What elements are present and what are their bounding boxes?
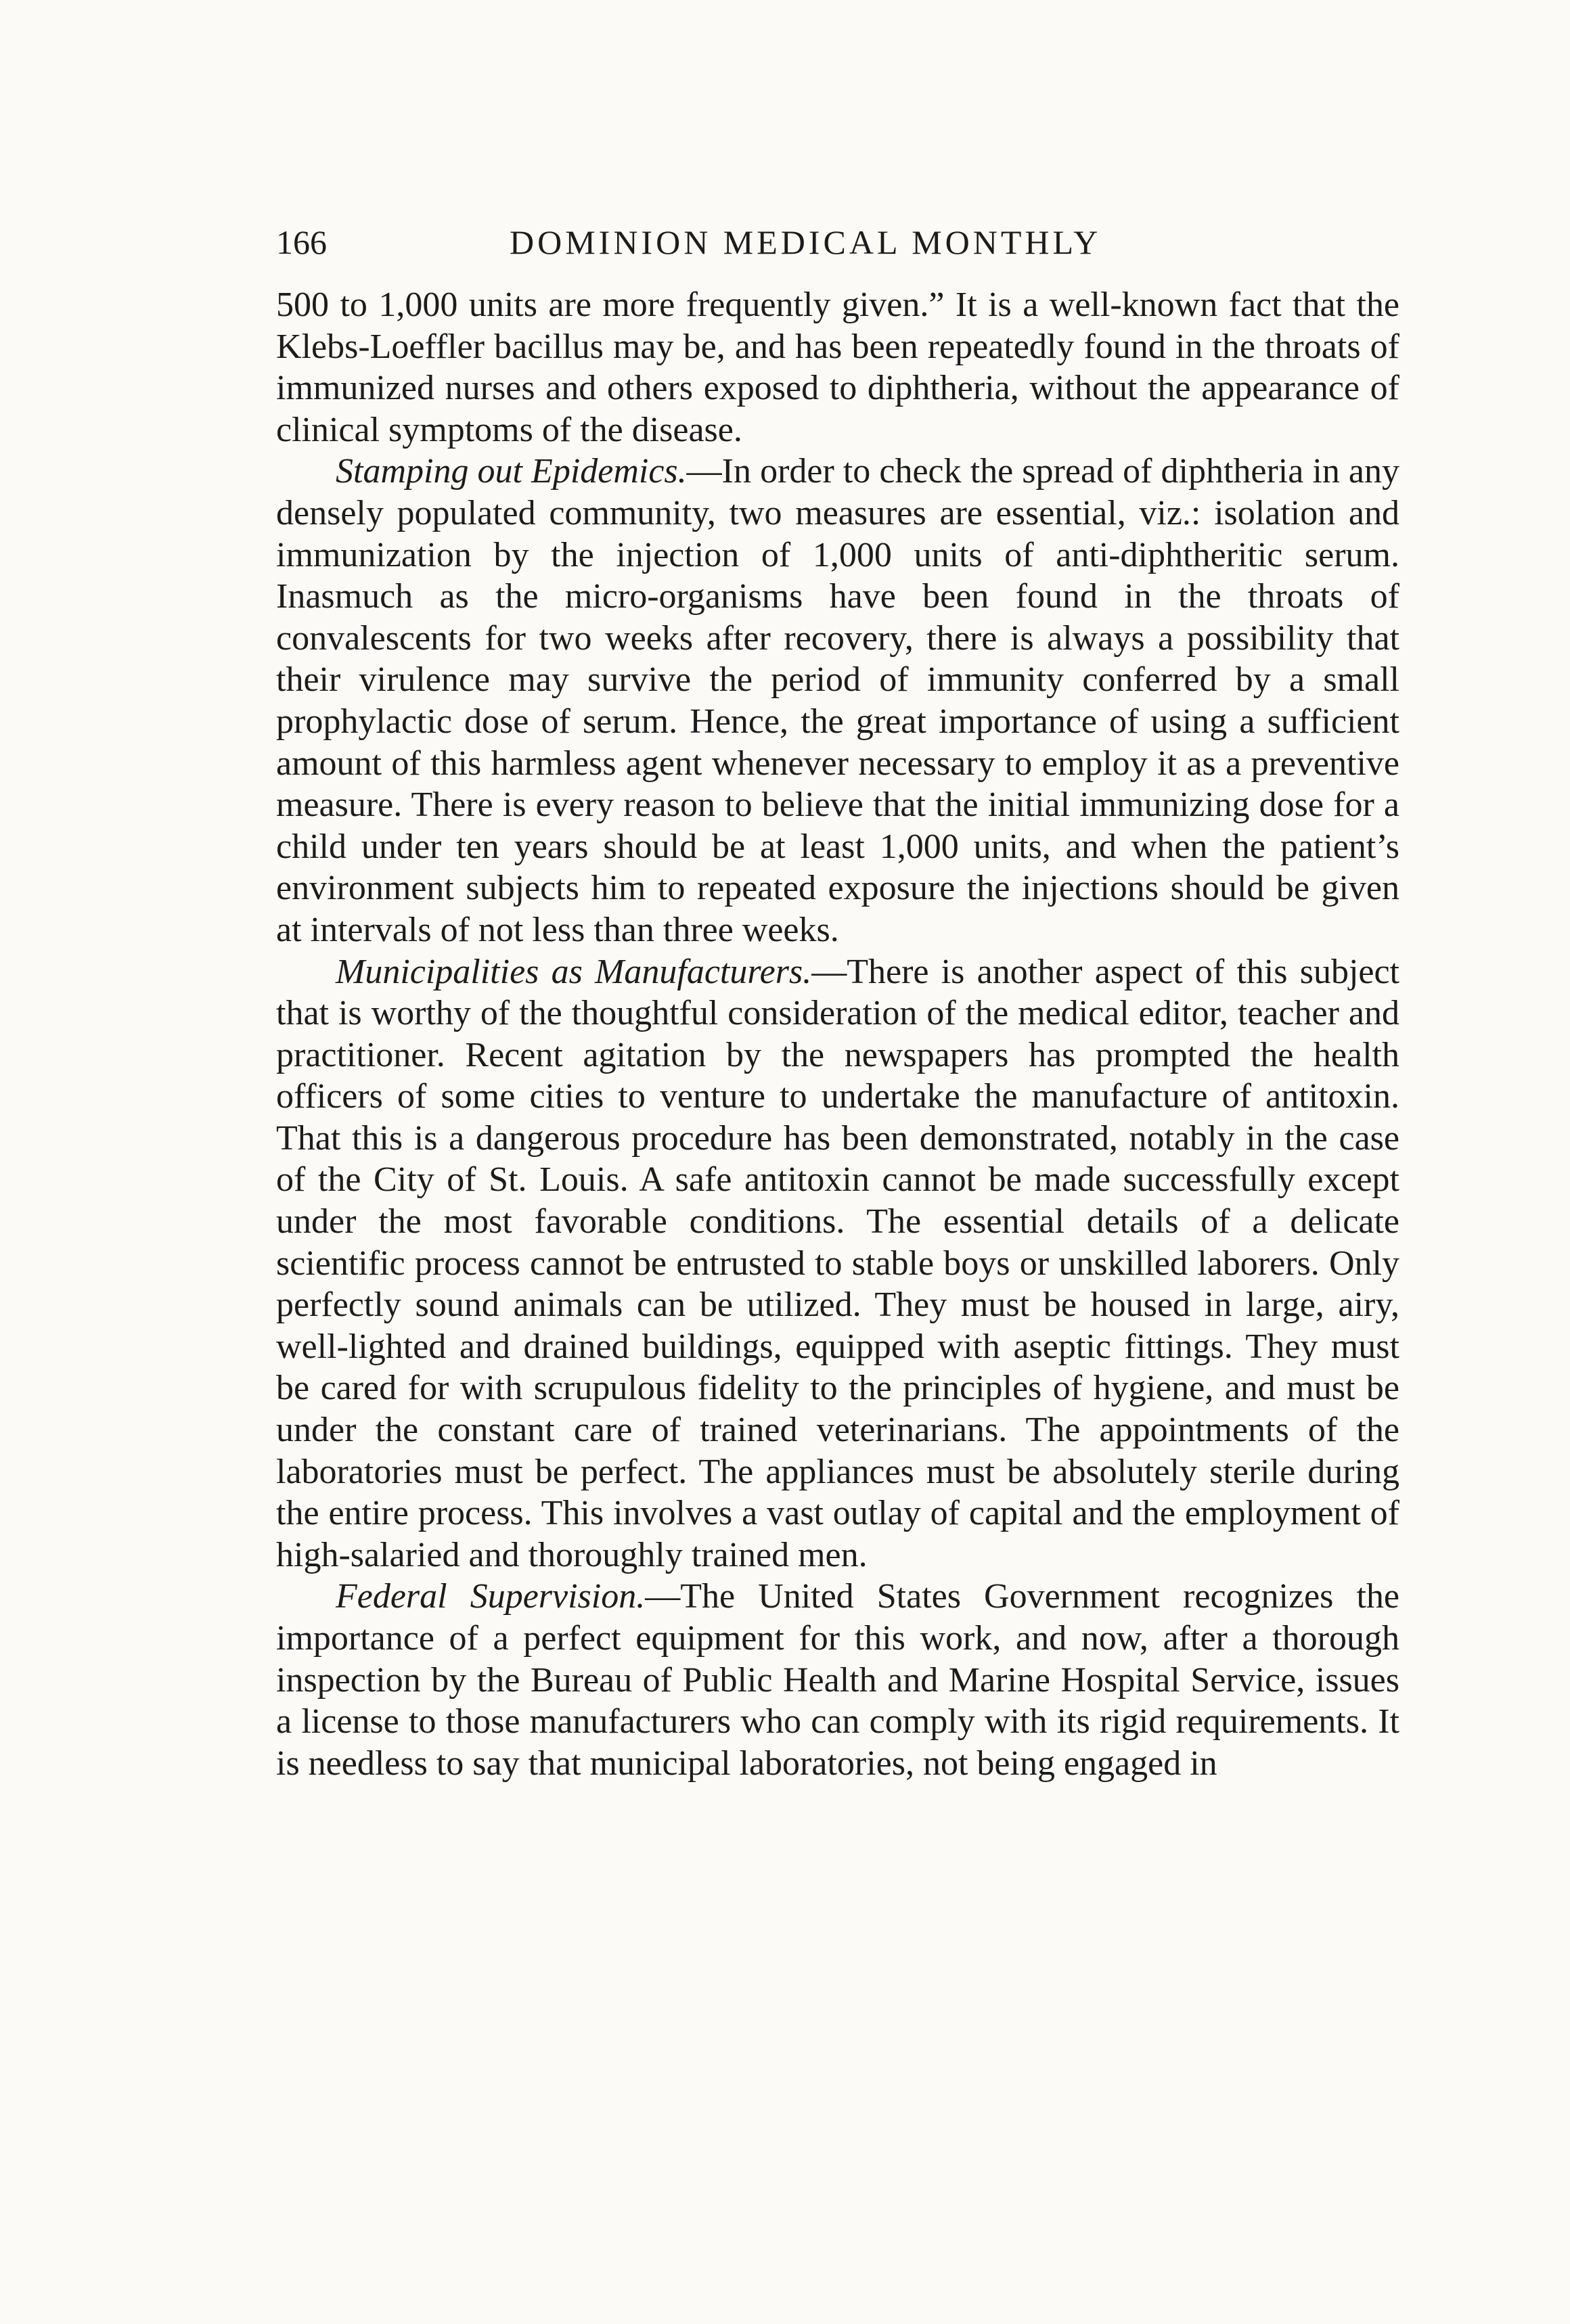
paragraph-heading: Stamping out Epidemics. xyxy=(336,452,687,491)
paragraph-heading: Federal Supervision. xyxy=(336,1577,646,1616)
paragraph-stamping-out-epidemics xyxy=(276,451,1399,951)
page-number: 166 xyxy=(276,223,327,261)
paragraph-text: —In order to check the spread of diphtheria in any densely populated community, two measures are essential, viz.: isolation and immunization by the injection of 1,000 units of anti-diphtheritic serum. Inasmuch as the micro-organisms have been found in the throats of convalescents for two weeks after recovery, there is always a possibility that their virulence may survive the period of immunity conferred by a small prophylactic dose of serum. Hence, the great importance of using a sufficient amount of this harmless agent whenever necessary to employ it as a preventive measure. There is every reason to believe that the initial immunizing dose for a child under ten years should be at least 1,000 units, and when the patient’s environment subjects him to repeated exposure the injections should be given at intervals of not less than three weeks. xyxy=(276,452,1399,949)
paragraph-text: —The United States Government recognizes the importance of a perfect equipment for this work, and now, after a thorough inspection by the Bureau of Public Health and Marine Hospital Service, issues a license to those manufacturers who can comply with its rigid requirements. It is needless to say that municipal laboratories, not being engaged in xyxy=(276,1577,1399,1783)
running-title: DOMINION MEDICAL MONTHLY xyxy=(510,223,1102,261)
article-body xyxy=(276,284,1399,1784)
paragraph-continued xyxy=(276,284,1399,451)
paragraph-text: 500 to 1,000 units are more frequently given.” It is a well-known fact that the Klebs-Loeffler bacillus may be, and has been repeatedly found in the throats of immunized nurses and others exposed to diphtheria, without the appearance of clinical symptoms of the disease. xyxy=(276,286,1399,449)
page-header xyxy=(276,215,1399,269)
paragraph-federal-supervision xyxy=(276,1576,1399,1784)
paragraph-municipalities-as-manufacturers xyxy=(276,951,1399,1576)
paragraph-text: —There is another aspect of this subject that is worthy of the thoughtful consideration of the medical editor, teacher and practitioner. Recent agitation by the newspapers has prompted the health officers of some cities to venture to undertake the manufacture of antitoxin. That this is a dangerous procedure has been demonstrated, notably in the case of the City of St. Louis. A safe antitoxin cannot be made successfully except under the most favorable conditions. The essential details of a delicate scientific process cannot be entrusted to stable boys or unskilled laborers. Only perfectly sound animals can be utilized. They must be housed in large, airy, well-lighted and drained buildings, equipped with aseptic fittings. They must be cared for with scrupulous fidelity to the principles of hygiene, and must be under the constant care of trained veterinarians. The appointments of the laboratories must be perfect. The appliances must be absolutely sterile during the entire process. This involves a vast outlay of capital and the employment of high-salaried and thoroughly trained men. xyxy=(276,952,1399,1574)
paragraph-heading: Municipalities as Manufacturers. xyxy=(336,952,812,991)
